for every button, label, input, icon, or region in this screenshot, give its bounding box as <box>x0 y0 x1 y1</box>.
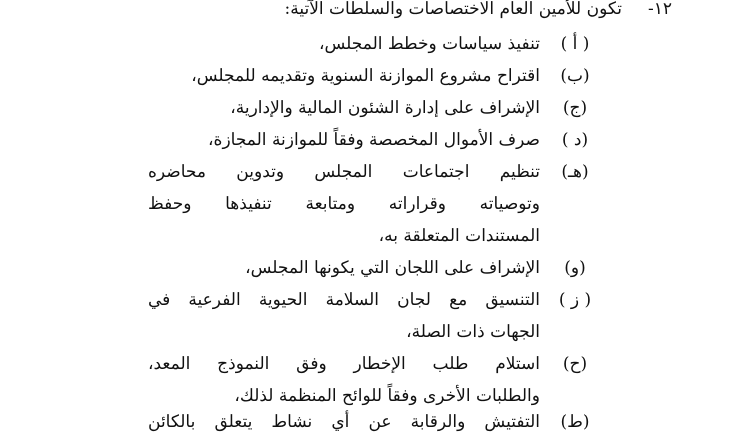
list-item <box>0 285 750 315</box>
item-line: الإشراف على اللجان التي يكونها المجلس، <box>245 258 540 278</box>
item-label: ( أ ) <box>560 34 590 54</box>
item-line: وتوصياته وقراراته ومتابعة تنفيذها وحفظ <box>148 194 540 214</box>
list-item <box>0 61 750 91</box>
item-label: (ح) <box>562 354 588 374</box>
item-line: صرف الأموال المخصصة وفقاً للموازنة المجازة، <box>208 130 540 150</box>
item-line: تنظيم اجتماعات المجلس وتدوين محاضره <box>148 162 540 182</box>
list-item <box>0 157 750 187</box>
list-item-continuation <box>0 317 750 347</box>
item-line: اقتراح مشروع الموازنة السنوية وتقديمه للمجلس، <box>191 66 540 86</box>
article-number: ١٢- <box>647 0 672 19</box>
item-line: التنسيق مع لجان السلامة الحيوية الفرعية في <box>148 290 540 310</box>
list-item <box>0 253 750 283</box>
item-line: المستندات المتعلقة به، <box>378 226 540 246</box>
item-line: الجهات ذات الصلة، <box>406 322 540 342</box>
item-label: (ب) <box>560 66 590 86</box>
item-line: والطلبات الأخرى وفقاً للوائح المنظمة لذلك، <box>234 386 540 406</box>
item-line: الإشراف على إدارة الشئون المالية والإدارية، <box>230 98 540 118</box>
article-heading <box>0 0 750 24</box>
item-label: (ط) <box>560 412 590 432</box>
item-label: (د ) <box>561 130 589 150</box>
item-label: (ج) <box>562 98 588 118</box>
list-item-continuation <box>0 189 750 219</box>
list-item <box>0 29 750 59</box>
item-line: التفتيش والرقابة عن أي نشاط يتعلق بالكائن <box>148 412 540 432</box>
list-item <box>0 125 750 155</box>
list-item-continuation <box>0 221 750 251</box>
list-item <box>0 407 750 437</box>
list-item <box>0 93 750 123</box>
item-label: (هـ) <box>561 162 589 182</box>
item-line: استلام طلب الإخطار وفق النموذج المعد، <box>148 354 540 374</box>
article-heading-text: تكون للأمين العام الاختصاصات والسلطات الآتية: <box>284 0 622 19</box>
item-line: تنفيذ سياسات وخطط المجلس، <box>319 34 540 54</box>
item-label: ( ز ) <box>558 290 592 310</box>
list-item <box>0 349 750 379</box>
item-label: (و) <box>564 258 586 278</box>
